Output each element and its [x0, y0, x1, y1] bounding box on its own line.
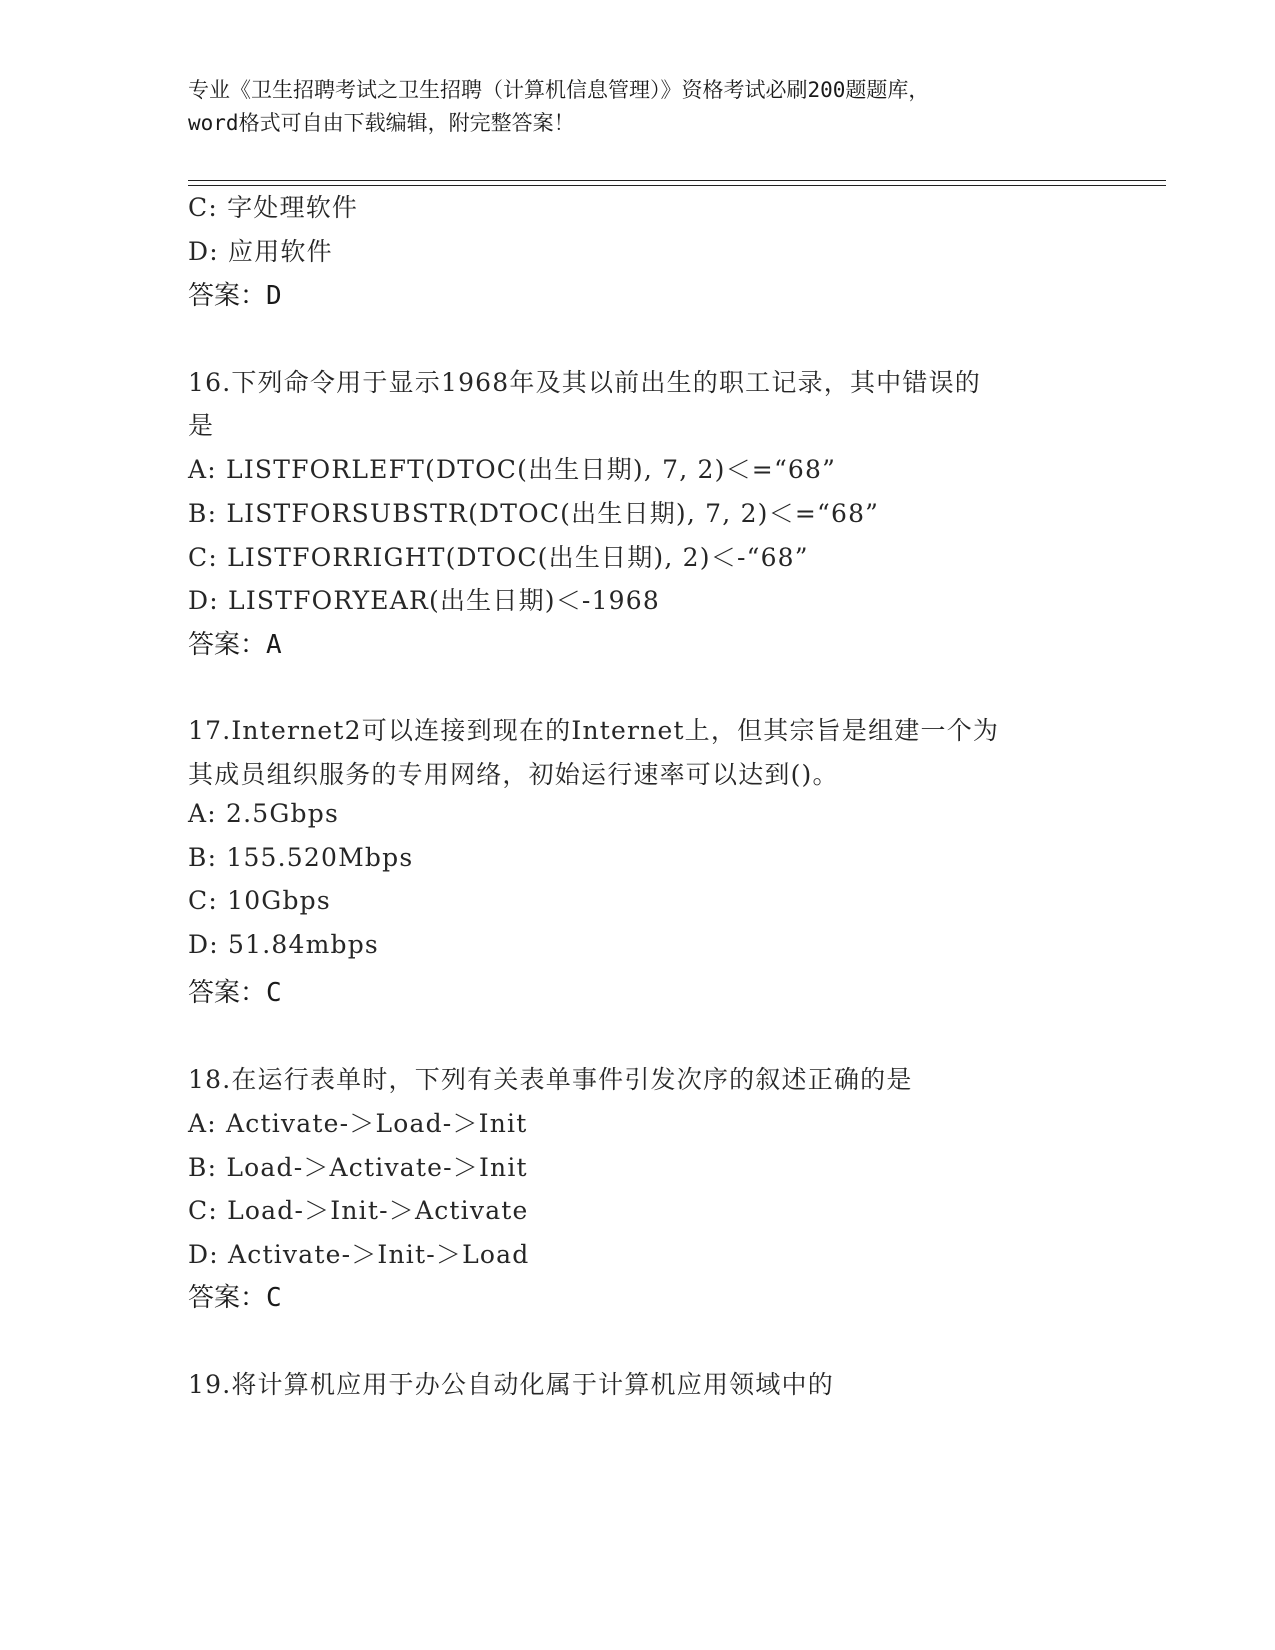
q16-answer: 答案：A	[188, 630, 282, 660]
header-divider-bottom	[188, 185, 1166, 186]
q16-option-a: A: LISTFORLEFT(DTOC(出生日期), 7, 2)＜=“68”	[188, 455, 837, 484]
q17-option-c: C: 10Gbps	[188, 886, 331, 915]
header-subtitle-line: word格式可自由下载编辑，附完整答案！	[188, 111, 575, 135]
q18-option-d: D: Activate-＞Init-＞Load	[188, 1240, 530, 1269]
q16-option-d: D: LISTFORYEAR(出生日期)＜-1968	[188, 586, 660, 615]
q16-option-c: C: LISTFORRIGHT(DTOC(出生日期), 2)＜-“68”	[188, 543, 809, 572]
q17-question-line1: 17.Internet2可以连接到现在的Internet上，但其宗旨是组建一个为	[188, 716, 1000, 745]
q17-option-b: B: 155.520Mbps	[188, 843, 414, 872]
q18-option-b: B: Load-＞Activate-＞Init	[188, 1153, 528, 1182]
q17-answer: 答案：C	[188, 978, 282, 1008]
q17-option-a: A: 2.5Gbps	[188, 799, 339, 828]
q15-answer: 答案：D	[188, 281, 282, 311]
q16-option-b: B: LISTFORSUBSTR(DTOC(出生日期), 7, 2)＜=“68”	[188, 499, 880, 528]
q19-question-line1: 19.将计算机应用于办公自动化属于计算机应用领域中的	[188, 1370, 834, 1399]
page-header	[188, 74, 1088, 140]
q18-question-line1: 18.在运行表单时，下列有关表单事件引发次序的叙述正确的是	[188, 1065, 913, 1094]
q17-question-line2: 其成员组织服务的专用网络，初始运行速率可以达到()。	[188, 760, 839, 789]
q16-question-line1: 16.下列命令用于显示1968年及其以前出生的职工记录，其中错误的	[188, 368, 981, 397]
q17-option-d: D: 51.84mbps	[188, 930, 379, 959]
header-divider-top	[188, 180, 1166, 181]
header-title-line: 专业《卫生招聘考试之卫生招聘（计算机信息管理）》资格考试必刷200题题库，	[188, 78, 930, 102]
q16-question-line2: 是	[188, 411, 215, 440]
q18-answer: 答案：C	[188, 1283, 282, 1313]
q15-option-c: C: 字处理软件	[188, 193, 359, 222]
q18-option-a: A: Activate-＞Load-＞Init	[188, 1109, 528, 1138]
q18-option-c: C: Load-＞Init-＞Activate	[188, 1196, 529, 1225]
q15-option-d: D: 应用软件	[188, 237, 333, 266]
